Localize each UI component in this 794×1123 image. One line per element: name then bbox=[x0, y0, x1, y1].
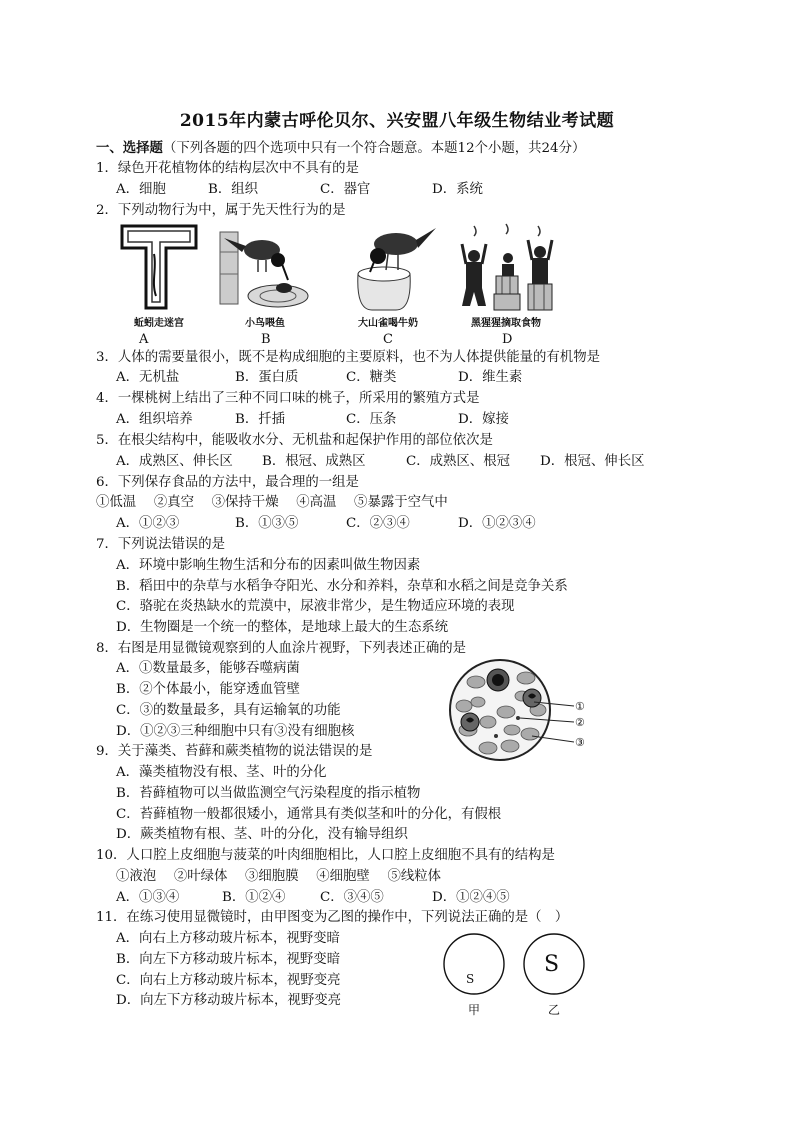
q3-option-b: B．蛋白质 bbox=[235, 370, 299, 385]
q11-option-d: D．向左下方移动玻片标本，视野变亮 bbox=[116, 993, 341, 1008]
q6-option-a: A．①②③ bbox=[116, 516, 180, 531]
q6-items: ①低温 ②真空 ③保持干燥 ④高温 ⑤暴露于空气中 bbox=[96, 495, 448, 510]
q11-option-c: C．向右上方移动玻片标本，视野变亮 bbox=[116, 973, 341, 988]
q8-option-b: B．②个体最小，能穿透血管壁 bbox=[116, 682, 300, 697]
q3-option-a: A．无机盐 bbox=[116, 370, 180, 385]
q7-option-a: A．环境中影响生物生活和分布的因素叫做生物因素 bbox=[116, 558, 421, 573]
q10-stem: 10．人口腔上皮细胞与菠菜的叶肉细胞相比，人口腔上皮细胞不具有的结构是 bbox=[96, 848, 555, 863]
great-tit-milk-image bbox=[338, 222, 438, 314]
q1-option-d: D．系统 bbox=[432, 182, 483, 197]
chimpanzee-boxes-image bbox=[456, 222, 556, 314]
q8-option-a: A．①数量最多，能够吞噬病菌 bbox=[116, 661, 300, 676]
q2-label-b: B bbox=[261, 332, 271, 347]
q5-option-d: D．根冠、伸长区 bbox=[540, 454, 645, 469]
q5-option-c: C．成熟区、根冠 bbox=[406, 454, 510, 469]
q6-option-c: C．②③④ bbox=[346, 516, 410, 531]
section-header bbox=[96, 138, 585, 159]
q10-items: ①液泡 ②叶绿体 ③细胞膜 ④细胞壁 ⑤线粒体 bbox=[116, 869, 442, 884]
q6-option-b: B．①③⑤ bbox=[235, 516, 299, 531]
q2-label-a: A bbox=[139, 332, 149, 347]
q9-option-b: B．苔藓植物可以当做监测空气污染程度的指示植物 bbox=[116, 786, 421, 801]
q9-option-d: D．蕨类植物有根、茎、叶的分化，没有输导组织 bbox=[116, 827, 408, 842]
q11-stem: 11．在练习使用显微镜时，由甲图变为乙图的操作中，下列说法正确的是（ ） bbox=[96, 910, 569, 925]
q11-option-a: A．向右上方移动玻片标本，视野变暗 bbox=[116, 931, 340, 946]
q11-option-b: B．向左下方移动玻片标本，视野变暗 bbox=[116, 952, 341, 967]
q9-stem: 9．关于藻类、苔藓和蕨类植物的说法错误的是 bbox=[96, 744, 373, 759]
q1-option-c: C．器官 bbox=[320, 182, 371, 197]
q9-option-c: C．苔藓植物一般都很矮小，通常具有类似茎和叶的分化，有假根 bbox=[116, 807, 502, 822]
q7-stem: 7．下列说法错误的是 bbox=[96, 537, 226, 552]
q5-stem: 5．在根尖结构中，能吸收水分、无机盐和起保护作用的部位依次是 bbox=[96, 433, 493, 448]
section-heading: 一、选择题 bbox=[96, 140, 163, 156]
view-yi-label: 乙 bbox=[548, 1003, 561, 1017]
q6-option-d: D．①②③④ bbox=[458, 516, 536, 531]
q10-option-d: D．①②④⑤ bbox=[432, 890, 510, 905]
q7-option-c: C．骆驼在炎热缺水的荒漠中，尿液非常少，是生物适应环境的表现 bbox=[116, 599, 515, 614]
blood-label-1: ① bbox=[575, 700, 585, 713]
earthworm-maze-image bbox=[118, 222, 200, 314]
q8-option-d: D．①②③三种细胞中只有③没有细胞核 bbox=[116, 724, 355, 739]
view-jia-label: 甲 bbox=[468, 1003, 481, 1017]
q2-label-c: C bbox=[383, 332, 393, 347]
q1-option-b: B．组织 bbox=[208, 182, 259, 197]
q4-option-b: B．扦插 bbox=[235, 412, 286, 427]
q2-caption-d: 黑猩猩摘取食物 bbox=[471, 318, 541, 329]
q10-option-c: C．③④⑤ bbox=[320, 890, 384, 905]
q4-option-d: D．嫁接 bbox=[458, 412, 509, 427]
q2-caption-c: 大山雀喝牛奶 bbox=[358, 318, 418, 329]
q2-label-d: D bbox=[502, 332, 513, 347]
q10-option-b: B．①②④ bbox=[222, 890, 286, 905]
q8-option-c: C．③的数量最多，具有运输氧的功能 bbox=[116, 703, 341, 718]
q2-caption-b: 小鸟喂鱼 bbox=[245, 318, 285, 329]
q5-option-b: B．根冠、成熟区 bbox=[262, 454, 366, 469]
q3-option-c: C．糖类 bbox=[346, 370, 397, 385]
q10-option-a: A．①③④ bbox=[116, 890, 180, 905]
section-note: （下列各题的四个选项中只有一个符合题意。本题12个小题，共24分） bbox=[162, 141, 586, 156]
q4-option-c: C．压条 bbox=[346, 412, 397, 427]
q7-option-d: D．生物圈是一个统一的整体，是地球上最大的生态系统 bbox=[116, 620, 449, 635]
q5-option-a: A．成熟区、伸长区 bbox=[116, 454, 233, 469]
bird-feeding-fish-image bbox=[218, 222, 312, 314]
view-jia-letter: S bbox=[466, 972, 475, 986]
microscope-views-image bbox=[440, 930, 590, 998]
q9-option-a: A．藻类植物没有根、茎、叶的分化 bbox=[116, 765, 327, 780]
q2-caption-a: 蚯蚓走迷宫 bbox=[134, 318, 184, 329]
exam-title: 2015年内蒙古呼伦贝尔、兴安盟八年级生物结业考试题 bbox=[179, 111, 615, 131]
blood-label-3: ③ bbox=[575, 736, 585, 749]
q3-option-d: D．维生素 bbox=[458, 370, 523, 385]
q4-stem: 4．一棵桃树上结出了三种不同口味的桃子，所采用的繁殖方式是 bbox=[96, 391, 480, 406]
blood-label-2: ② bbox=[575, 716, 585, 729]
q2-stem: 2．下列动物行为中，属于先天性行为的是 bbox=[96, 203, 346, 218]
q8-stem: 8．右图是用显微镜观察到的人血涂片视野，下列表述正确的是 bbox=[96, 641, 467, 656]
view-yi-letter: S bbox=[544, 952, 560, 977]
q7-option-b: B．稻田中的杂草与水稻争夺阳光、水分和养料，杂草和水稻之间是竞争关系 bbox=[116, 579, 568, 594]
q6-stem: 6．下列保存食品的方法中，最合理的一组是 bbox=[96, 475, 359, 490]
q1-stem: 1．绿色开花植物体的结构层次中不具有的是 bbox=[96, 161, 359, 176]
q3-stem: 3．人体的需要量很小，既不是构成细胞的主要原料，也不为人体提供能量的有机物是 bbox=[96, 350, 600, 365]
q4-option-a: A．组织培养 bbox=[116, 412, 193, 427]
q1-option-a: A．细胞 bbox=[116, 182, 166, 197]
